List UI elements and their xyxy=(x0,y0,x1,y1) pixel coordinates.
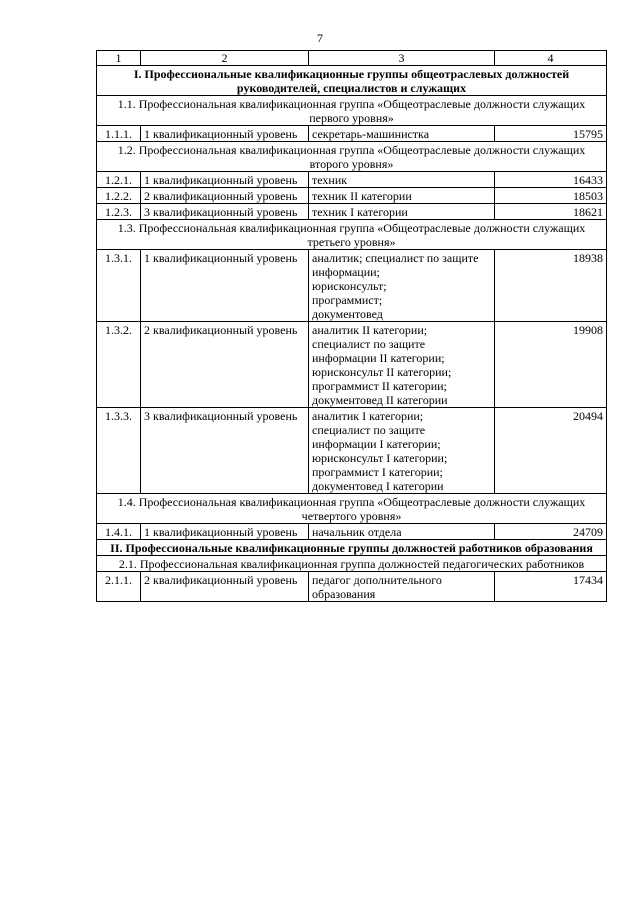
salary-value: 18621 xyxy=(495,204,607,220)
salary-value: 16433 xyxy=(495,172,607,188)
position-name: начальник отдела xyxy=(312,525,402,539)
positions-cell xyxy=(309,126,495,142)
table-row xyxy=(97,408,607,494)
group-title: 1.2. Профессиональная квалификационная группа «Общеотраслевые должности служащих второго уровня» xyxy=(97,142,607,172)
group-header-row xyxy=(97,142,607,172)
positions-cell xyxy=(309,408,495,494)
group-header-row xyxy=(97,494,607,524)
position-name: аналитик I категории; xyxy=(312,409,424,423)
position-name: программист II категории; xyxy=(312,379,447,393)
positions-cell xyxy=(309,322,495,408)
position-name: техник I категории xyxy=(312,205,408,219)
qualification-level: 1 квалификационный уровень xyxy=(141,524,309,540)
section-title: II. Профессиональные квалификационные группы должностей работников образования xyxy=(97,540,607,556)
table-row xyxy=(97,204,607,220)
level-code: 1.3.1. xyxy=(97,250,141,322)
column-number-2: 2 xyxy=(141,51,309,66)
group-title: 2.1. Профессиональная квалификационная группа должностей педагогических работников xyxy=(97,556,607,572)
positions-cell xyxy=(309,172,495,188)
group-header-row xyxy=(97,96,607,126)
table-row xyxy=(97,250,607,322)
table-row xyxy=(97,126,607,142)
group-title: 1.4. Профессиональная квалификационная группа «Общеотраслевые должности служащих четвертого уровня» xyxy=(97,494,607,524)
salary-value: 17434 xyxy=(495,572,607,602)
qualification-level: 2 квалификационный уровень xyxy=(141,572,309,602)
positions-cell xyxy=(309,204,495,220)
position-name: программист I категории; xyxy=(312,465,443,479)
position-name: аналитик; специалист по защите информации; xyxy=(312,251,479,279)
position-name: юрисконсульт II категории; xyxy=(312,365,452,379)
positions-cell xyxy=(309,250,495,322)
position-name: программист; xyxy=(312,293,383,307)
section-title: I. Профессиональные квалификационные группы общеотраслевых должностей руководителей, специалистов и служащих xyxy=(97,66,607,96)
position-name: специалист по защите информации II категории; xyxy=(312,337,445,365)
level-code: 1.3.2. xyxy=(97,322,141,408)
positions-cell xyxy=(309,572,495,602)
qualification-level: 1 квалификационный уровень xyxy=(141,172,309,188)
salary-value: 15795 xyxy=(495,126,607,142)
level-code: 1.2.3. xyxy=(97,204,141,220)
positions-cell xyxy=(309,188,495,204)
position-name: юрисконсульт; xyxy=(312,279,387,293)
salary-value: 19908 xyxy=(495,322,607,408)
column-number-3: 3 xyxy=(309,51,495,66)
position-name: документовед II категории xyxy=(312,393,448,407)
level-code: 2.1.1. xyxy=(97,572,141,602)
level-code: 1.3.3. xyxy=(97,408,141,494)
position-name: секретарь-машинистка xyxy=(312,127,430,141)
level-code: 1.1.1. xyxy=(97,126,141,142)
qualification-level: 1 квалификационный уровень xyxy=(141,250,309,322)
page-number: 7 xyxy=(317,31,323,45)
position-name: педагог дополнительного образования xyxy=(312,573,442,601)
level-code: 1.2.2. xyxy=(97,188,141,204)
qualification-level: 3 квалификационный уровень xyxy=(141,204,309,220)
qualification-level: 3 квалификационный уровень xyxy=(141,408,309,494)
section-header-row xyxy=(97,66,607,96)
table-row xyxy=(97,322,607,408)
salary-value: 20494 xyxy=(495,408,607,494)
group-title: 1.3. Профессиональная квалификационная группа «Общеотраслевые должности служащих третьего уровня» xyxy=(97,220,607,250)
group-title: 1.1. Профессиональная квалификационная группа «Общеотраслевые должности служащих первого уровня» xyxy=(97,96,607,126)
salary-value: 24709 xyxy=(495,524,607,540)
qualification-groups-table xyxy=(96,50,607,602)
position-name: аналитик II категории; xyxy=(312,323,428,337)
qualification-level: 2 квалификационный уровень xyxy=(141,322,309,408)
position-name: документовед xyxy=(312,307,383,321)
column-number-4: 4 xyxy=(495,51,607,66)
position-name: специалист по защите информации I категории; xyxy=(312,423,441,451)
level-code: 1.4.1. xyxy=(97,524,141,540)
qualification-level: 1 квалификационный уровень xyxy=(141,126,309,142)
column-number-1: 1 xyxy=(97,51,141,66)
position-name: техник II категории xyxy=(312,189,412,203)
table-row xyxy=(97,524,607,540)
section-header-row xyxy=(97,540,607,556)
group-header-row xyxy=(97,556,607,572)
table-row xyxy=(97,172,607,188)
position-name: техник xyxy=(312,173,348,187)
column-number-row xyxy=(97,51,607,66)
level-code: 1.2.1. xyxy=(97,172,141,188)
table-row xyxy=(97,188,607,204)
positions-cell xyxy=(309,524,495,540)
group-header-row xyxy=(97,220,607,250)
table-row xyxy=(97,572,607,602)
qualification-level: 2 квалификационный уровень xyxy=(141,188,309,204)
salary-value: 18938 xyxy=(495,250,607,322)
position-name: юрисконсульт I категории; xyxy=(312,451,448,465)
position-name: документовед I категории xyxy=(312,479,444,493)
salary-value: 18503 xyxy=(495,188,607,204)
